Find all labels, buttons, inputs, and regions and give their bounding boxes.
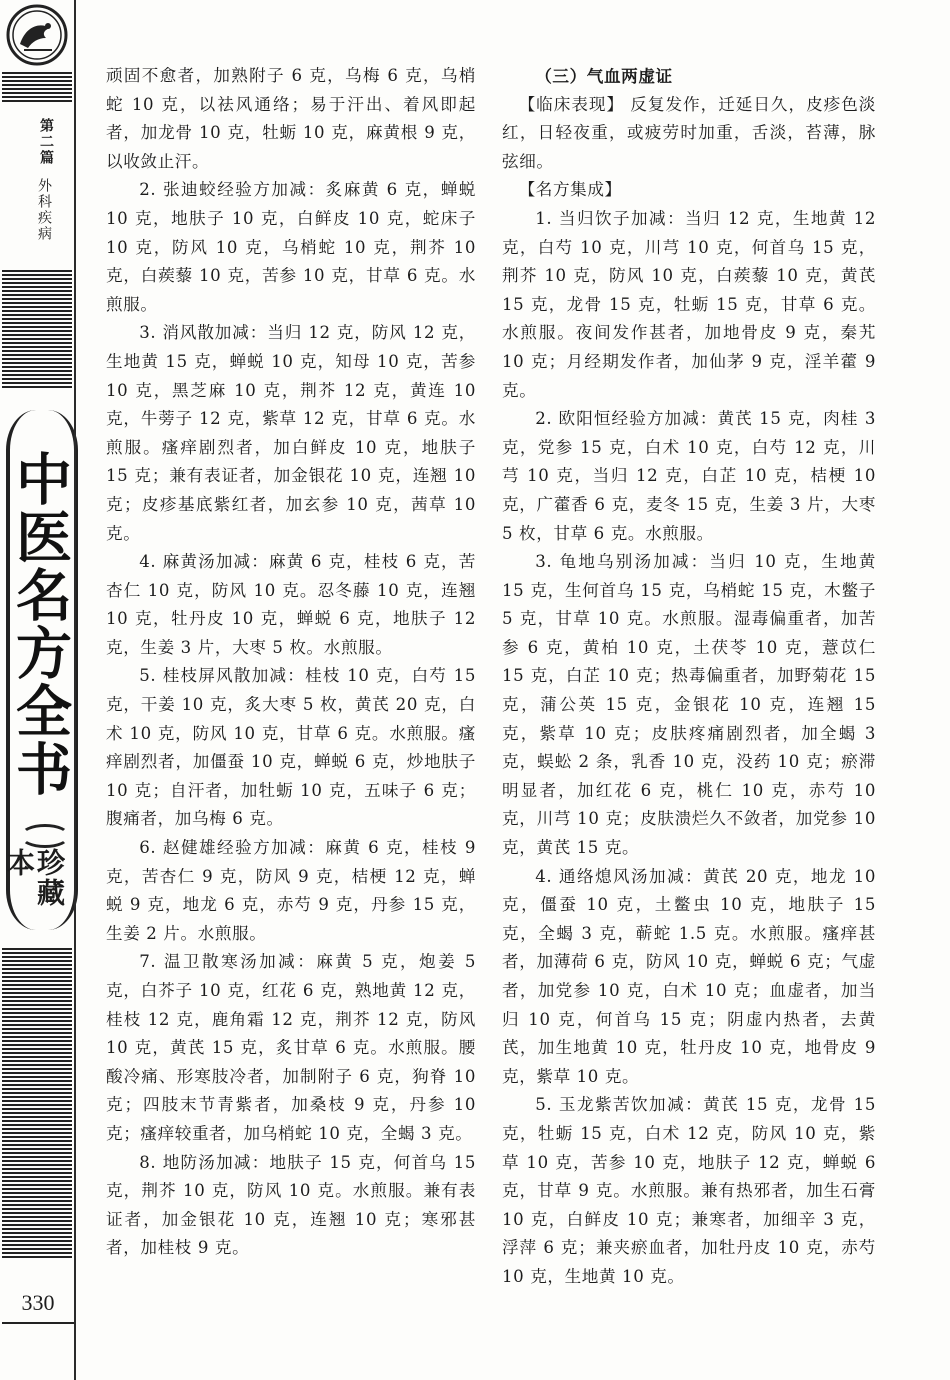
formula-paragraph: 5. 玉龙紫苦饮加减：黄芪 15 克，龙骨 15 克，牡蛎 15 克，白术 12 克，防风 10 克，紫草 10 克，苦参 10 克，地肤子 12 克，蝉蜕 6 克，甘草 9 克。水煎服。兼有热邪者，加生石膏 10 克，白鲜皮 10 克；兼寒者，加细辛 3 克，浮萍 6 克；兼夹瘀血者，加牡丹皮 10 克，赤芍 10 克，生地黄 10 克。 [502,1095,876,1286]
formula-paragraph: 6. 赵健雄经验方加减：麻黄 6 克，桂枝 9 克，苦杏仁 9 克，防风 9 克，桔梗 12 克，蝉蜕 9 克，地龙 6 克，赤芍 9 克，丹参 15 克，生姜 2 片。水煎服。 [106,838,476,943]
hatch-band-top [2,72,72,102]
hatch-band-bottom [2,948,72,1258]
hatch-band-middle [2,268,72,388]
right-column [502,62,876,1292]
formula-paragraph: 1. 当归饮子加减：当归 12 克，生地黄 12 克，白芍 10 克，川芎 10 克，何首乌 15 克，荆芥 10 克，防风 10 克，白蒺藜 10 克，黄芪 15 克，龙骨 15 克，牡蛎 15 克，甘草 6 克。水煎服。夜间发作甚者，加地骨皮 9 克，秦艽 10 克；月经期发作者，加仙茅 9 克，淫羊藿 9 克。 [502,208,876,400]
formula-paragraph: 8. 地防汤加减：地肤子 15 克，何首乌 15 克，荆芥 10 克，防风 10 克。水煎服。兼有表证者，加金银花 10 克，连翘 10 克；寒邪甚者，加桂枝 9 克。 [106,1152,476,1258]
formula-paragraph: 7. 温卫散寒汤加减：麻黄 5 克，炮姜 5 克，白芥子 10 克，红花 6 克，熟地黄 12 克，桂枝 12 克，鹿角霜 12 克，荆芥 12 克，防风 10 克，黄芪 15 克，炙甘草 6 克。水煎服。腰酸冷痛、形寒肢冷者，加制附子 6 克，狗脊 10 克；四肢末节青紫者，加桑枝 9 克，丹参 10 克；瘙痒较重者，加乌梢蛇 10 克，全蝎 3 克。 [106,952,476,1143]
formula-paragraph: 4. 麻黄汤加减：麻黄 6 克，桂枝 6 克，苦杏仁 10 克，防风 10 克。忍冬藤 10 克，连翘 10 克，牡丹皮 10 克，蝉蜕 6 克，地肤子 12 克，生姜 3 片，大枣 5 枚。水煎服。 [106,552,476,657]
book-title-frame [3,410,78,930]
formula-paragraph: 4. 通络熄风汤加减：黄芪 20 克，地龙 10 克，僵蚕 10 克，土鳖虫 10 克，地肤子 15 克，全蝎 3 克，蕲蛇 1.5 克。水煎服。瘙痒甚者，加薄荷 6 克，防风 10 克，蝉蜕 6 克；气虚者，加党参 10 克，白术 10 克；血虚者，加当归 10 克，何首乌 15 克；阴虚内热者，去黄芪，加生地黄 10 克，牡丹皮 10 克，地骨皮 9 克，紫草 10 克。 [502,866,876,1086]
formula-paragraph: 3. 龟地乌别汤加减：当归 10 克，生地黄 15 克，生何首乌 15 克，乌梢蛇 15 克，木鳖子 5 克，甘草 10 克。水煎服。湿毒偏重者，加苦参 6 克，黄柏 10 克，土茯苓 10 克，薏苡仁 15 克，白芷 10 克；热毒偏重者，加野菊花 15 克，蒲公英 15 克，金银花 10 克，连翘 15 克，紫草 10 克；皮肤疼痛剧烈者，加全蝎 3 克，蜈蚣 2 条，乳香 10 克，没药 10 克；瘀滞明显者，加红花 6 克，桃仁 10 克，赤芍 10 克，川芎 10 克；皮肤溃烂久不敛者，加党参 10 克，黄芪 15 克。 [502,552,876,858]
page-number-rule [2,1322,74,1324]
page-margin [0,0,74,1380]
formula-paragraph: 2. 欧阳恒经验方加减：黄芪 15 克，肉桂 3 克，党参 15 克，白术 10 克，白芍 12 克，川芎 10 克，当归 12 克，白芷 10 克，桔梗 10 克，广藿香 6 克，麦冬 15 克，生姜 3 片，大枣 5 枚，甘草 6 克。水煎服。 [502,409,876,543]
publisher-logo-icon [6,4,68,66]
page-number: 330 [21,1290,55,1315]
section-heading: （三）气血两虚证 [535,66,673,86]
formula-collection-label: 【名方集成】 [518,180,622,200]
margin-divider [74,0,76,1380]
formula-paragraph: 5. 桂枝屏风散加减：桂枝 10 克，白芍 15 克，干姜 10 克，炙大枣 5 枚，黄芪 20 克，白术 10 克，防风 10 克，甘草 6 克。水煎服。瘙痒剧烈者，加僵蚕 10 克，蝉蜕 6 克，炒地肤子 10 克；自汗者，加牡蛎 10 克，五味子 6 克；腹痛者，加乌梅 6 克。 [106,666,476,829]
left-column [106,62,476,1263]
paragraph-continuation: 顽固不愈者，加熟附子 6 克，乌梅 6 克，乌梢蛇 10 克，以祛风通络；易于汗出、着风即起者，加龙骨 10 克，牡蛎 10 克，麻黄根 9 克，以收敛止汗。 [106,66,476,171]
chapter-label: 外科疾病 [36,178,52,242]
part-label: 第二篇 [38,118,54,166]
subtitle-bracket-top [20,824,70,848]
clinical-presentation: 【临床表现】 反复发作，迁延日久，皮疹色淡红，日轻夜重，或疲劳时加重，舌淡，苔薄，脉弦细。 [502,94,876,171]
formula-paragraph: 3. 消风散加减：当归 12 克，防风 12 克，生地黄 15 克，蝉蜕 10 克，知母 10 克，苦参 10 克，黑芝麻 10 克，荆芥 12 克，黄连 10 克，牛蒡子 12 克，紫草 12 克，甘草 6 克。水煎服。瘙痒剧烈者，加白鲜皮 10 克，地肤子 15 克；兼有表证者，加金银花 10 克，连翘 10 克；皮疹基底紫红者，加玄参 10 克，茜草 10 克。 [106,323,476,543]
book-subtitle: 珍藏本 [3,848,66,908]
book-title: 中医名方全书 [7,450,72,798]
formula-paragraph: 2. 张迪蛟经验方加减：炙麻黄 6 克，蝉蜕 10 克，地肤子 10 克，白鲜皮 10 克，蛇床子 10 克，防风 10 克，乌梢蛇 10 克，荆芥 10 克，白蒺藜 10 克，苦参 10 克，甘草 6 克。水煎服。 [106,180,476,314]
